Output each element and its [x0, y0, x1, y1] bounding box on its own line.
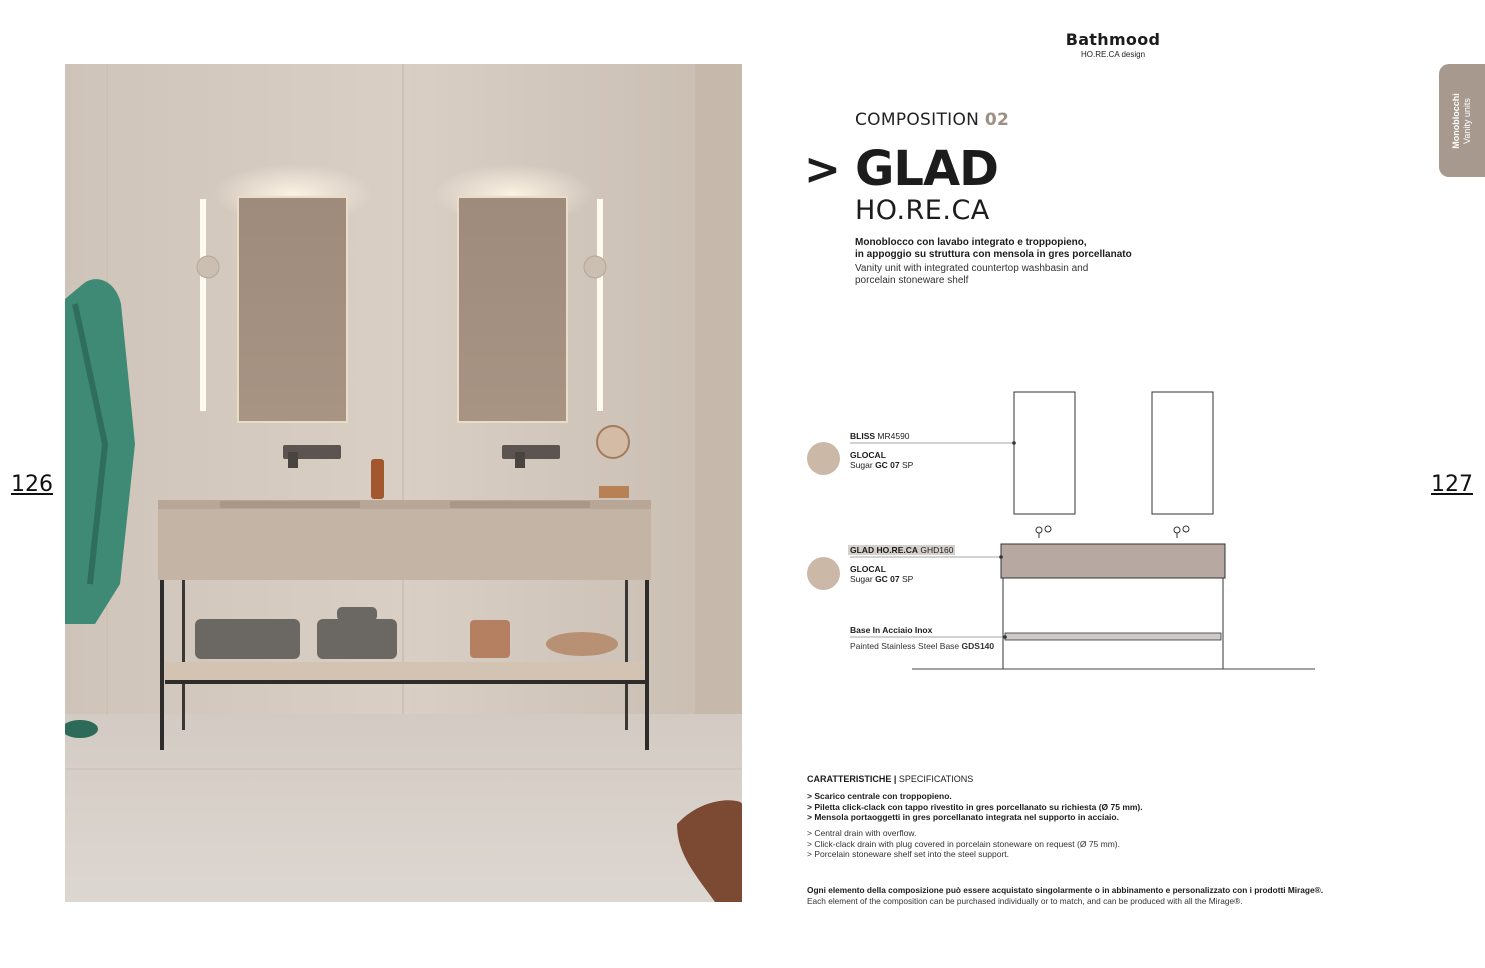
- vanity-finish-code: GC 07: [875, 574, 900, 584]
- description-en-line: porcelain stoneware shelf: [855, 275, 969, 286]
- product-title: GLAD: [855, 141, 998, 197]
- vanity-finish-name: Sugar: [850, 574, 873, 584]
- mirror-code: MR4590: [877, 431, 910, 441]
- section-tab-subtitle: Vanity units: [1462, 97, 1472, 144]
- mirror-finish-label: GLOCAL: [850, 450, 886, 460]
- description-it-line: in appoggio su struttura con mensola in gres porcellanato: [855, 249, 1132, 260]
- note-english: Each element of the composition can be purchased individually or to match, and can be produced with all the Mirage®.: [807, 896, 1243, 906]
- vanity-finish-suffix: SP: [902, 574, 914, 584]
- callout-base: [850, 625, 994, 651]
- vanity-name: GLAD HO.RE.CA: [850, 545, 918, 555]
- specs-heading-it: CARATTERISTICHE: [807, 774, 892, 784]
- brand-subtitle: HO.RE.CA design: [1080, 50, 1146, 59]
- base-code: GDS140: [961, 641, 995, 651]
- description-italian: [855, 237, 1132, 261]
- mirror-finish-suffix: SP: [902, 460, 914, 470]
- spec-item-en: > Click-clack drain with plug covered in porcelain stoneware on request (Ø 75 mm).: [807, 838, 1120, 849]
- spec-item-en: > Central drain with overflow.: [807, 828, 917, 838]
- specs-heading: [807, 774, 973, 784]
- vanity-outline: [1001, 544, 1225, 578]
- base-description: Painted Stainless Steel Base: [850, 641, 960, 651]
- mirror-finish-name: Sugar: [850, 460, 873, 470]
- base-name: Base In Acciaio Inox: [850, 625, 933, 635]
- tap-symbol-left: [1036, 526, 1051, 538]
- specs-separator: |: [893, 774, 897, 784]
- bathroom-photo: [65, 64, 742, 902]
- description-english: [855, 263, 1088, 287]
- composition-label: [855, 110, 1009, 130]
- mirror-finish-code: GC 07: [875, 460, 900, 470]
- specs-list-english: [807, 828, 1120, 860]
- description-en-line: Vanity unit with integrated countertop washbasin and: [855, 263, 1089, 274]
- note-italian: Ogni elemento della composizione può essere acquistato singolarmente o in abbinamento e personalizzato con i prodotti Mirage®.: [807, 885, 1323, 895]
- section-tab[interactable]: [1439, 64, 1485, 177]
- composition-text: COMPOSITION: [855, 110, 980, 130]
- mirror-outline-right: [1152, 392, 1213, 514]
- brand-name: Bathmood: [1065, 30, 1161, 49]
- callout-mirror: [850, 431, 913, 470]
- specs-list-italian: [807, 791, 1143, 823]
- specs-heading-en: SPECIFICATIONS: [898, 774, 974, 784]
- description-it-line: Monoblocco con lavabo integrato e troppopieno,: [855, 237, 1087, 248]
- finish-swatch-vanity: [807, 557, 840, 590]
- vanity-finish-label: GLOCAL: [850, 564, 886, 574]
- callout-vanity: [848, 545, 955, 584]
- spec-item-it: > Piletta click-clack con tappo rivestito in gres porcellanato su richiesta (Ø 75 mm).: [807, 801, 1143, 812]
- vanity-code: GHD160: [920, 545, 954, 555]
- section-tab-title: Monoblocchi: [1451, 92, 1461, 149]
- arrow-marker: >: [804, 144, 841, 195]
- spec-item-en: > Porcelain stoneware shelf set into the steel support.: [807, 849, 1009, 859]
- spec-item-it: > Scarico centrale con troppopieno.: [807, 791, 952, 801]
- finish-swatch-mirror: [807, 442, 840, 475]
- bathroom-photo-illustration: [65, 64, 742, 902]
- page-number-right: 127: [1431, 472, 1473, 497]
- composition-number: 02: [984, 110, 1010, 130]
- page-number-left: 126: [11, 472, 53, 497]
- mirror-name: BLISS: [850, 431, 876, 441]
- spec-item-it: > Mensola portaoggetti in gres porcellanato integrata nel supporto in acciaio.: [807, 812, 1119, 822]
- shelf-outline: [1005, 633, 1221, 640]
- product-subtitle: HO.RE.CA: [855, 195, 990, 226]
- brand-logo: [1040, 30, 1186, 59]
- tap-symbol-right: [1174, 526, 1189, 538]
- mirror-outline-left: [1014, 392, 1075, 514]
